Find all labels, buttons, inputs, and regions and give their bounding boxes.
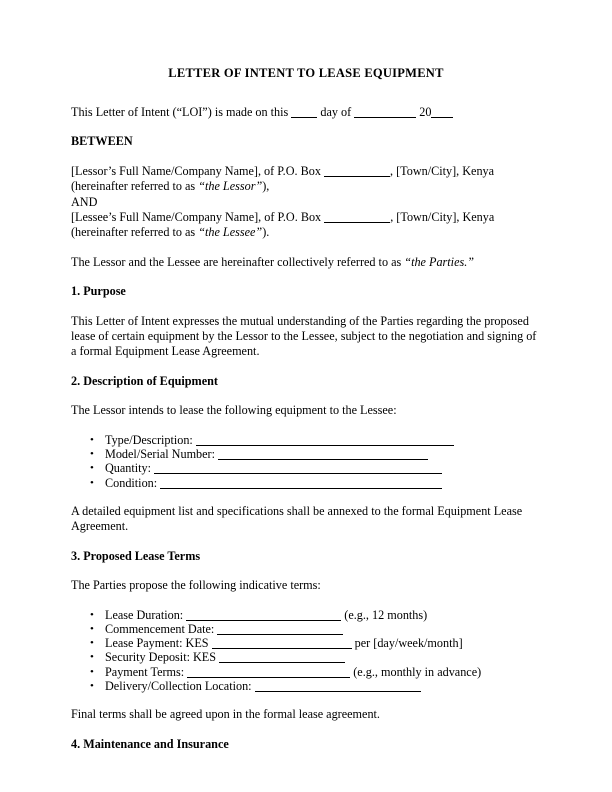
lessor-po-box-blank[interactable]: [324, 165, 390, 177]
day-blank[interactable]: [291, 106, 317, 118]
section-3-heading: 3. Proposed Lease Terms: [71, 548, 201, 563]
lessor-line-2: [71, 179, 541, 194]
equipment-field-label: Quantity:: [105, 461, 152, 476]
lessee-defined-term: “the Lessee”: [198, 225, 263, 240]
parties-collective-paragraph: [71, 255, 541, 270]
equipment-field-blank[interactable]: [196, 434, 454, 446]
lease-term-blank[interactable]: [186, 609, 341, 621]
intro-text-part3: 20: [419, 105, 432, 119]
lessor-defined-term-suffix: ),: [262, 179, 270, 194]
lease-term-suffix: (e.g., monthly in advance): [353, 664, 482, 679]
list-item: [71, 650, 541, 664]
lessee-defined-term-suffix: ).: [262, 225, 270, 240]
section-4-heading: 4. Maintenance and Insurance: [71, 736, 229, 751]
lessor-location-text: , [Town/City], Kenya: [389, 163, 495, 178]
lease-term-label: Payment Terms:: [105, 664, 185, 679]
lease-term-label: Security Deposit: KES: [105, 650, 217, 665]
lessor-defined-term-prefix: (hereinafter referred to as: [71, 179, 196, 194]
list-item: [71, 476, 541, 490]
lessee-defined-term-prefix: (hereinafter referred to as: [71, 225, 196, 240]
equipment-field-label: Condition:: [105, 475, 158, 490]
equipment-field-blank[interactable]: [160, 477, 442, 489]
lease-terms-list: [71, 608, 541, 694]
equipment-field-blank[interactable]: [218, 448, 428, 460]
lease-term-label: Delivery/Collection Location:: [105, 678, 252, 693]
lease-term-blank[interactable]: [212, 637, 352, 649]
lease-term-blank[interactable]: [217, 623, 343, 635]
list-item: [71, 461, 541, 475]
lease-term-blank[interactable]: [219, 651, 345, 663]
lease-term-suffix: (e.g., 12 months): [344, 607, 428, 622]
list-item: [71, 447, 541, 461]
month-blank[interactable]: [354, 106, 416, 118]
lease-term-label: Lease Payment: KES: [105, 636, 209, 651]
lessor-name-placeholder: [Lessor’s Full Name/Company Name], of P.O. Box: [71, 163, 321, 178]
section-2-lead: The Lessor intends to lease the following equipment to the Lessee:: [71, 403, 397, 418]
lease-term-blank[interactable]: [255, 680, 421, 692]
list-item: [71, 433, 541, 447]
and-connector: AND: [71, 194, 98, 209]
between-heading: BETWEEN: [71, 134, 133, 149]
lessee-name-placeholder: [Lessee’s Full Name/Company Name], of P.O. Box: [71, 210, 322, 225]
section-1-body: This Letter of Intent expresses the mutual understanding of the Parties regarding the proposed lease of certain equipment by the Lessor to the Lessee, subject to the negotiation and signing of a formal Equipment Lease Agreement.: [71, 313, 537, 359]
section-2-closing: A detailed equipment list and specifications shall be annexed to the formal Equipment Lease Agreement.: [71, 503, 523, 534]
parties-defined-term: “the Parties.”: [404, 254, 475, 269]
equipment-list: [71, 433, 541, 490]
list-item: [71, 608, 541, 622]
section-3-closing: Final terms shall be agreed upon in the formal lease agreement.: [71, 707, 380, 722]
equipment-field-label: Model/Serial Number:: [105, 446, 216, 461]
equipment-field-label: Type/Description:: [105, 432, 193, 447]
lease-term-label: Commencement Date:: [105, 621, 215, 636]
section-2-heading: 2. Description of Equipment: [71, 373, 218, 388]
lease-term-blank[interactable]: [187, 666, 350, 678]
intro-text-part2: day of: [320, 105, 352, 119]
equipment-field-blank[interactable]: [154, 462, 442, 474]
collective-text: The Lessor and the Lessee are hereinafter collectively referred to as: [71, 254, 402, 269]
list-item: [71, 679, 541, 693]
page-title: LETTER OF INTENT TO LEASE EQUIPMENT: [168, 66, 444, 80]
list-item: [71, 665, 541, 679]
year-blank[interactable]: [431, 106, 453, 118]
lessee-po-box-blank[interactable]: [324, 211, 390, 223]
section-1-heading: 1. Purpose: [71, 284, 126, 299]
list-item: [71, 636, 541, 650]
list-item: [71, 622, 541, 636]
lessee-line-1: [71, 210, 541, 225]
intro-paragraph: [71, 105, 541, 120]
lessor-line-1: [71, 164, 541, 179]
intro-text-part1: This Letter of Intent (“LOI”) is made on this: [71, 105, 289, 119]
lessee-location-text: , [Town/City], Kenya: [390, 210, 495, 225]
section-3-lead: The Parties propose the following indicative terms:: [71, 578, 321, 593]
lease-term-suffix: per [day/week/month]: [354, 636, 463, 651]
lessee-line-2: [71, 225, 541, 240]
lessor-defined-term: “the Lessor”: [198, 179, 263, 194]
lease-term-label: Lease Duration:: [105, 607, 184, 622]
